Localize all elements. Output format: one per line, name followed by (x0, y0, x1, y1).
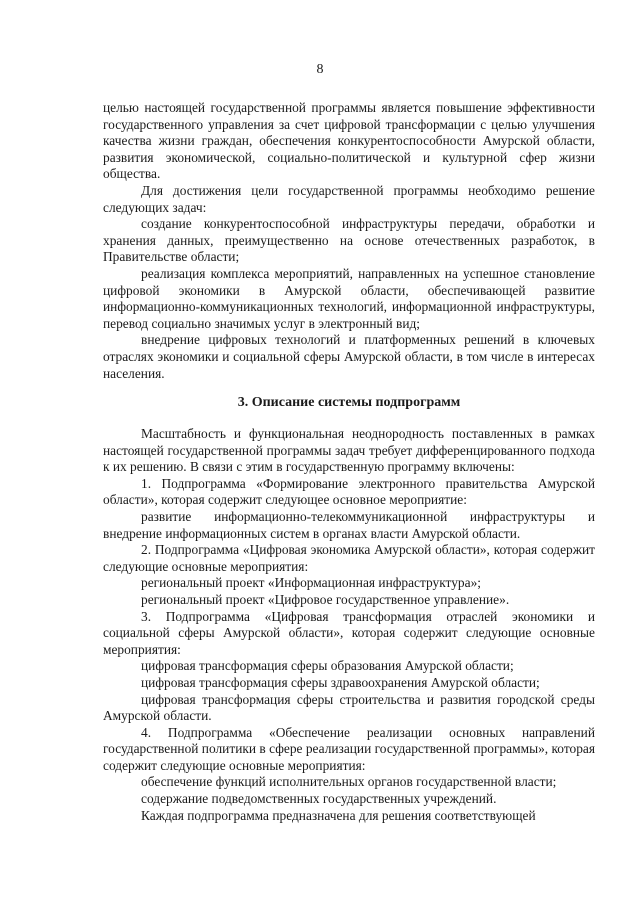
subprograms-section (103, 426, 595, 824)
subprogram-2-paragraph: 2. Подпрограмма «Цифровая экономика Амурской области», которая содержит следующие основные мероприятия: (103, 542, 595, 574)
task-item: внедрение цифровых технологий и платформенных решений в ключевых отраслях экономики и социальной сферы Амурской области, в том числе в интересах населения. (103, 332, 595, 381)
measure-item: цифровая трансформация сферы строительства и развития городской среды Амурской области. (103, 691, 595, 724)
subprogram-4-paragraph: 4. Подпрограмма «Обеспечение реализации основных направлений государственной политики в сфере реализации государственной программы», которая содержит следующие основные мероприятия: (103, 724, 595, 773)
subprogram-3-paragraph: 3. Подпрограмма «Цифровая трансформация отраслей экономики и социальной сферы Амурской области», которая содержит следующие основные мероприятия: (103, 608, 595, 657)
measure-item: содержание подведомственных государственных учреждений. (141, 791, 497, 807)
measure-item: развитие информационно-телекоммуникационной инфраструктуры и внедрение информационных систем в органах власти Амурской области. (103, 508, 595, 541)
page-number: 8 (316, 62, 324, 77)
section-heading: 3. Описание системы подпрограмм (237, 395, 461, 410)
measure-item: цифровая трансформация сферы здравоохранения Амурской области; (141, 674, 540, 690)
measure-item: региональный проект «Информационная инфраструктура»; (141, 575, 481, 591)
measure-item: обеспечение функций исполнительных органов государственной власти; (141, 774, 557, 790)
tasks-intro-paragraph: Для достижения цели государственной программы необходимо решение следующих задач: (103, 182, 595, 215)
subprograms-intro-paragraph: Масштабность и функциональная неоднородность поставленных в рамках настоящей государственной программы задач требует дифференцированного подхода к их решению. В связи с этим в государственную программу включены: (103, 426, 595, 475)
task-item: реализация комплекса мероприятий, направленных на успешное становление цифровой экономики в Амурской области, обеспечивающей развитие информационно-коммуникационных технологий, информационной инфраструктуры, перевод социально значимых услуг в электронный вид; (103, 265, 595, 331)
measure-item: цифровая трансформация сферы образования Амурской области; (141, 658, 514, 674)
task-item: создание конкурентоспособной инфраструктуры передачи, обработки и хранения данных, преимущественно на основе отечественных разработок, в Правительстве области; (103, 216, 595, 265)
measure-item: региональный проект «Цифровое государственное управление». (141, 591, 510, 607)
subprogram-1-paragraph: 1. Подпрограмма «Формирование электронного правительства Амурской области», которая содержит следующее основное мероприятие: (103, 475, 595, 508)
closing-paragraph: Каждая подпрограмма предназначена для решения соответствующей (141, 807, 536, 823)
goal-paragraph: целью настоящей государственной программы является повышение эффективности государственного управления за счет цифровой трансформации с целью улучшения качества жизни граждан, обеспечения конкурентоспособности Амурской области, развития экономической, социально-политической и культурной сфер жизни общества. (103, 100, 595, 182)
goal-section (103, 100, 595, 382)
